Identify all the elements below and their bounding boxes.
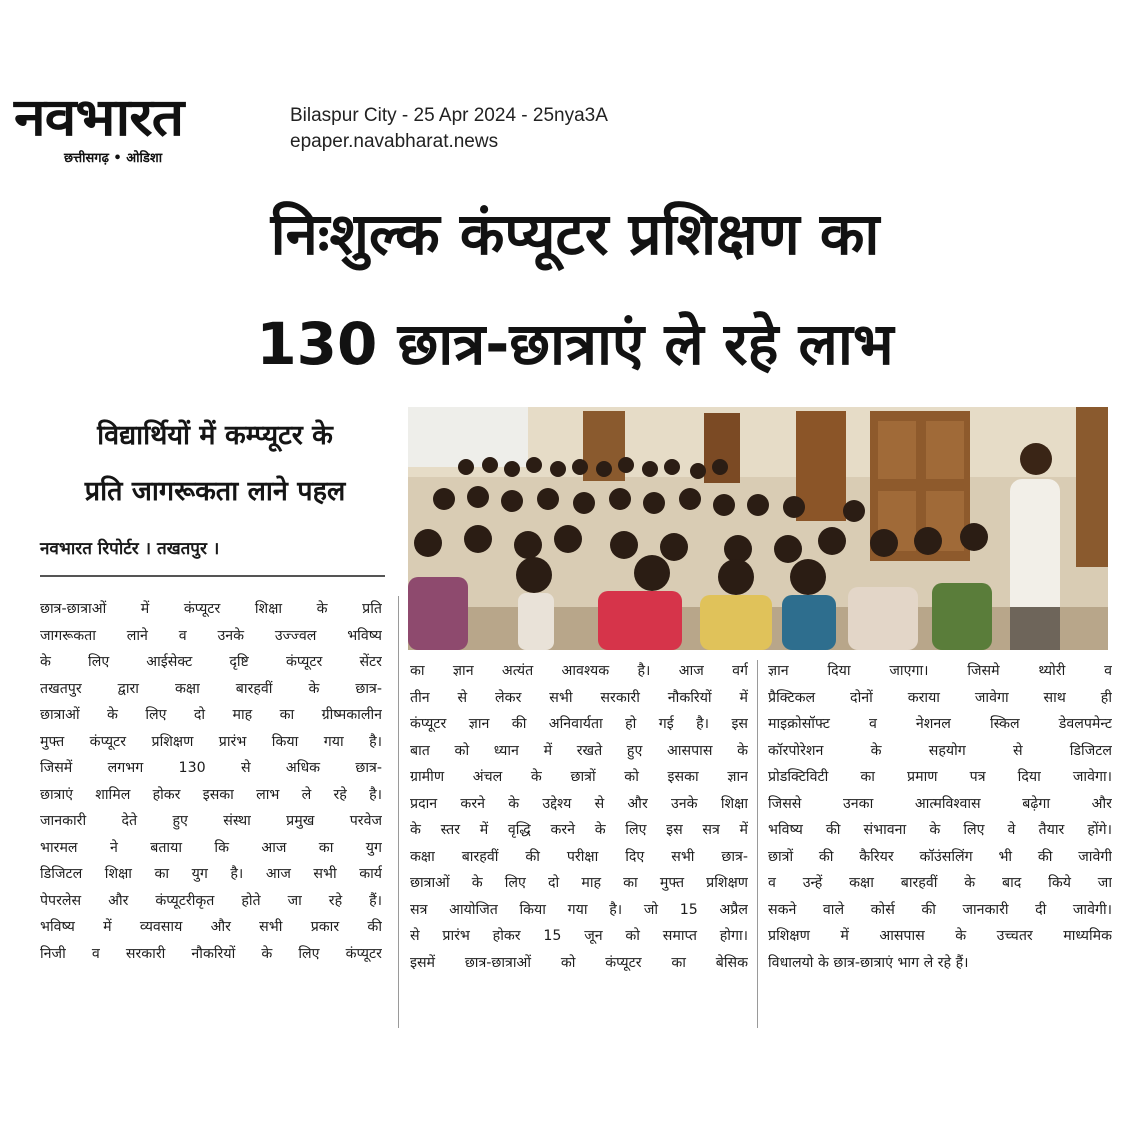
headline-line-2: 130 छात्र-छात्राएं ले रहे लाभ [256,310,894,378]
column-line: कॉरपोरेशन के सहयोग से डिजिटल [768,742,1112,759]
epaper-url: epaper.navabharat.news [290,131,499,152]
column-line: छात्रों की कैरियर कॉउंसलिंग भी की जावेगी [768,848,1112,865]
column-line: से प्रारंभ होकर 15 जून को समाप्त होगा। [410,928,748,944]
column-line: प्रोडक्टिविटी का प्रमाण पत्र दिया जावेगा। [768,769,1112,785]
column-line: डिजिटल शिक्षा का युग है। आज सभी कार्य [40,866,382,882]
column-line: भारमल ने बताया कि आज का युग [40,839,382,856]
classroom-photo [408,407,1108,650]
column-line: जिससे उनका आत्मविश्वास बढ़ेगा और [768,795,1112,812]
column-line: मुफ्त कंप्यूटर प्रशिक्षण प्रारंभ किया गया है। [40,733,382,750]
byline: नवभारत रिपोर्टर । तखतपुर । [40,539,220,559]
column-line: प्रैक्टिकल दोनों कराया जावेगा साथ ही [768,689,1112,706]
column-line: सकने वाले कोर्स की जानकारी दी जावेगी। [768,901,1112,918]
article-column-2 [410,658,748,976]
subheadline-line-2: प्रति जागरूकता लाने पहल [84,476,346,507]
column-line: पेपरलेस और कंप्यूटरीकृत होते जा रहे हैं। [40,892,382,909]
byline-divider [40,575,385,577]
column-line: निजी व सरकारी नौकरियों के लिए कंप्यूटर [40,945,382,962]
subheadline-line-1: विद्यार्थियों में कम्प्यूटर के [97,420,333,451]
article-column-3 [768,658,1112,976]
column-line: तखतपुर द्वारा कक्षा बारहवीं के छात्र- [40,680,382,697]
column-line: व उन्हें कक्षा बारहवीं के बाद किये जा [768,875,1112,891]
column-line: के स्तर में वृद्धि करने के लिए इस सत्र में [410,822,748,838]
column-line: भविष्य की संभावना के लिए वे तैयार होंगे। [768,822,1112,838]
column-line: बात को ध्यान में रखते हुए आसपास के [410,742,748,759]
masthead-region: छत्तीसगढ़ • ओडिशा [64,151,163,166]
column-line: प्रशिक्षण में आसपास के उच्चतर माध्यमिक [768,928,1112,944]
column-line: विधालयो के छात्र-छात्राएं भाग ले रहे हैं। [768,954,969,971]
column-line: प्रदान करने के उद्देश्य से और उनके शिक्षा [410,795,748,812]
column-line: माइक्रोसॉफ्ट व नेशनल स्किल डेवलपमेन्ट [768,716,1112,732]
article-column-1 [40,596,382,967]
masthead-logo: नवभारत [14,88,184,148]
column-line: कंप्यूटर ज्ञान की अनिवार्यता हो गई है। इस [410,716,748,732]
classroom-photo-icon [408,407,1108,650]
column-line: छात्राओं के लिए दो माह का मुफ्त प्रशिक्षण [410,875,748,891]
column-line: ज्ञान दिया जाएगा। जिसमे थ्योरी व [768,663,1112,679]
column-line: छात्राओं के लिए दो माह का ग्रीष्मकालीन [40,707,382,723]
column-line: का ज्ञान अत्यंत आवश्यक है। आज वर्ग [410,663,748,679]
edition-info: Bilaspur City - 25 Apr 2024 - 25nya3A [290,105,608,126]
headline-line-1: निःशुल्क कंप्यूटर प्रशिक्षण का [270,200,880,268]
column-line: छात्र-छात्राओं में कंप्यूटर शिक्षा के प्रति [40,601,382,617]
column-line: जानकारी देते हुए संस्था प्रमुख परवेज [40,813,382,829]
column-divider [757,660,758,1028]
column-line: कक्षा बारहवीं की परीक्षा दिए सभी छात्र- [410,848,748,865]
column-line: छात्राएं शामिल होकर इसका लाभ ले रहे है। [40,786,382,803]
column-line: के लिए आईसेक्ट दृष्टि कंप्यूटर सेंटर [40,654,382,670]
column-line: भविष्य में व्यवसाय और सभी प्रकार की [40,919,382,935]
column-line: सत्र आयोजित किया गया है। जो 15 अप्रैल [410,901,748,918]
column-line: जिसमें लगभग 130 से अधिक छात्र- [40,760,382,776]
column-line: तीन से लेकर सभी सरकारी नौकरियों में [410,689,748,706]
column-line: जागरूकता लाने व उनके उज्ज्वल भविष्य [40,627,382,644]
column-divider [398,596,399,1028]
column-line: इसमें छात्र-छात्राओं को कंप्यूटर का बेसिक [410,954,748,971]
column-line: ग्रामीण अंचल के छात्रों को इसका ज्ञान [410,769,748,785]
